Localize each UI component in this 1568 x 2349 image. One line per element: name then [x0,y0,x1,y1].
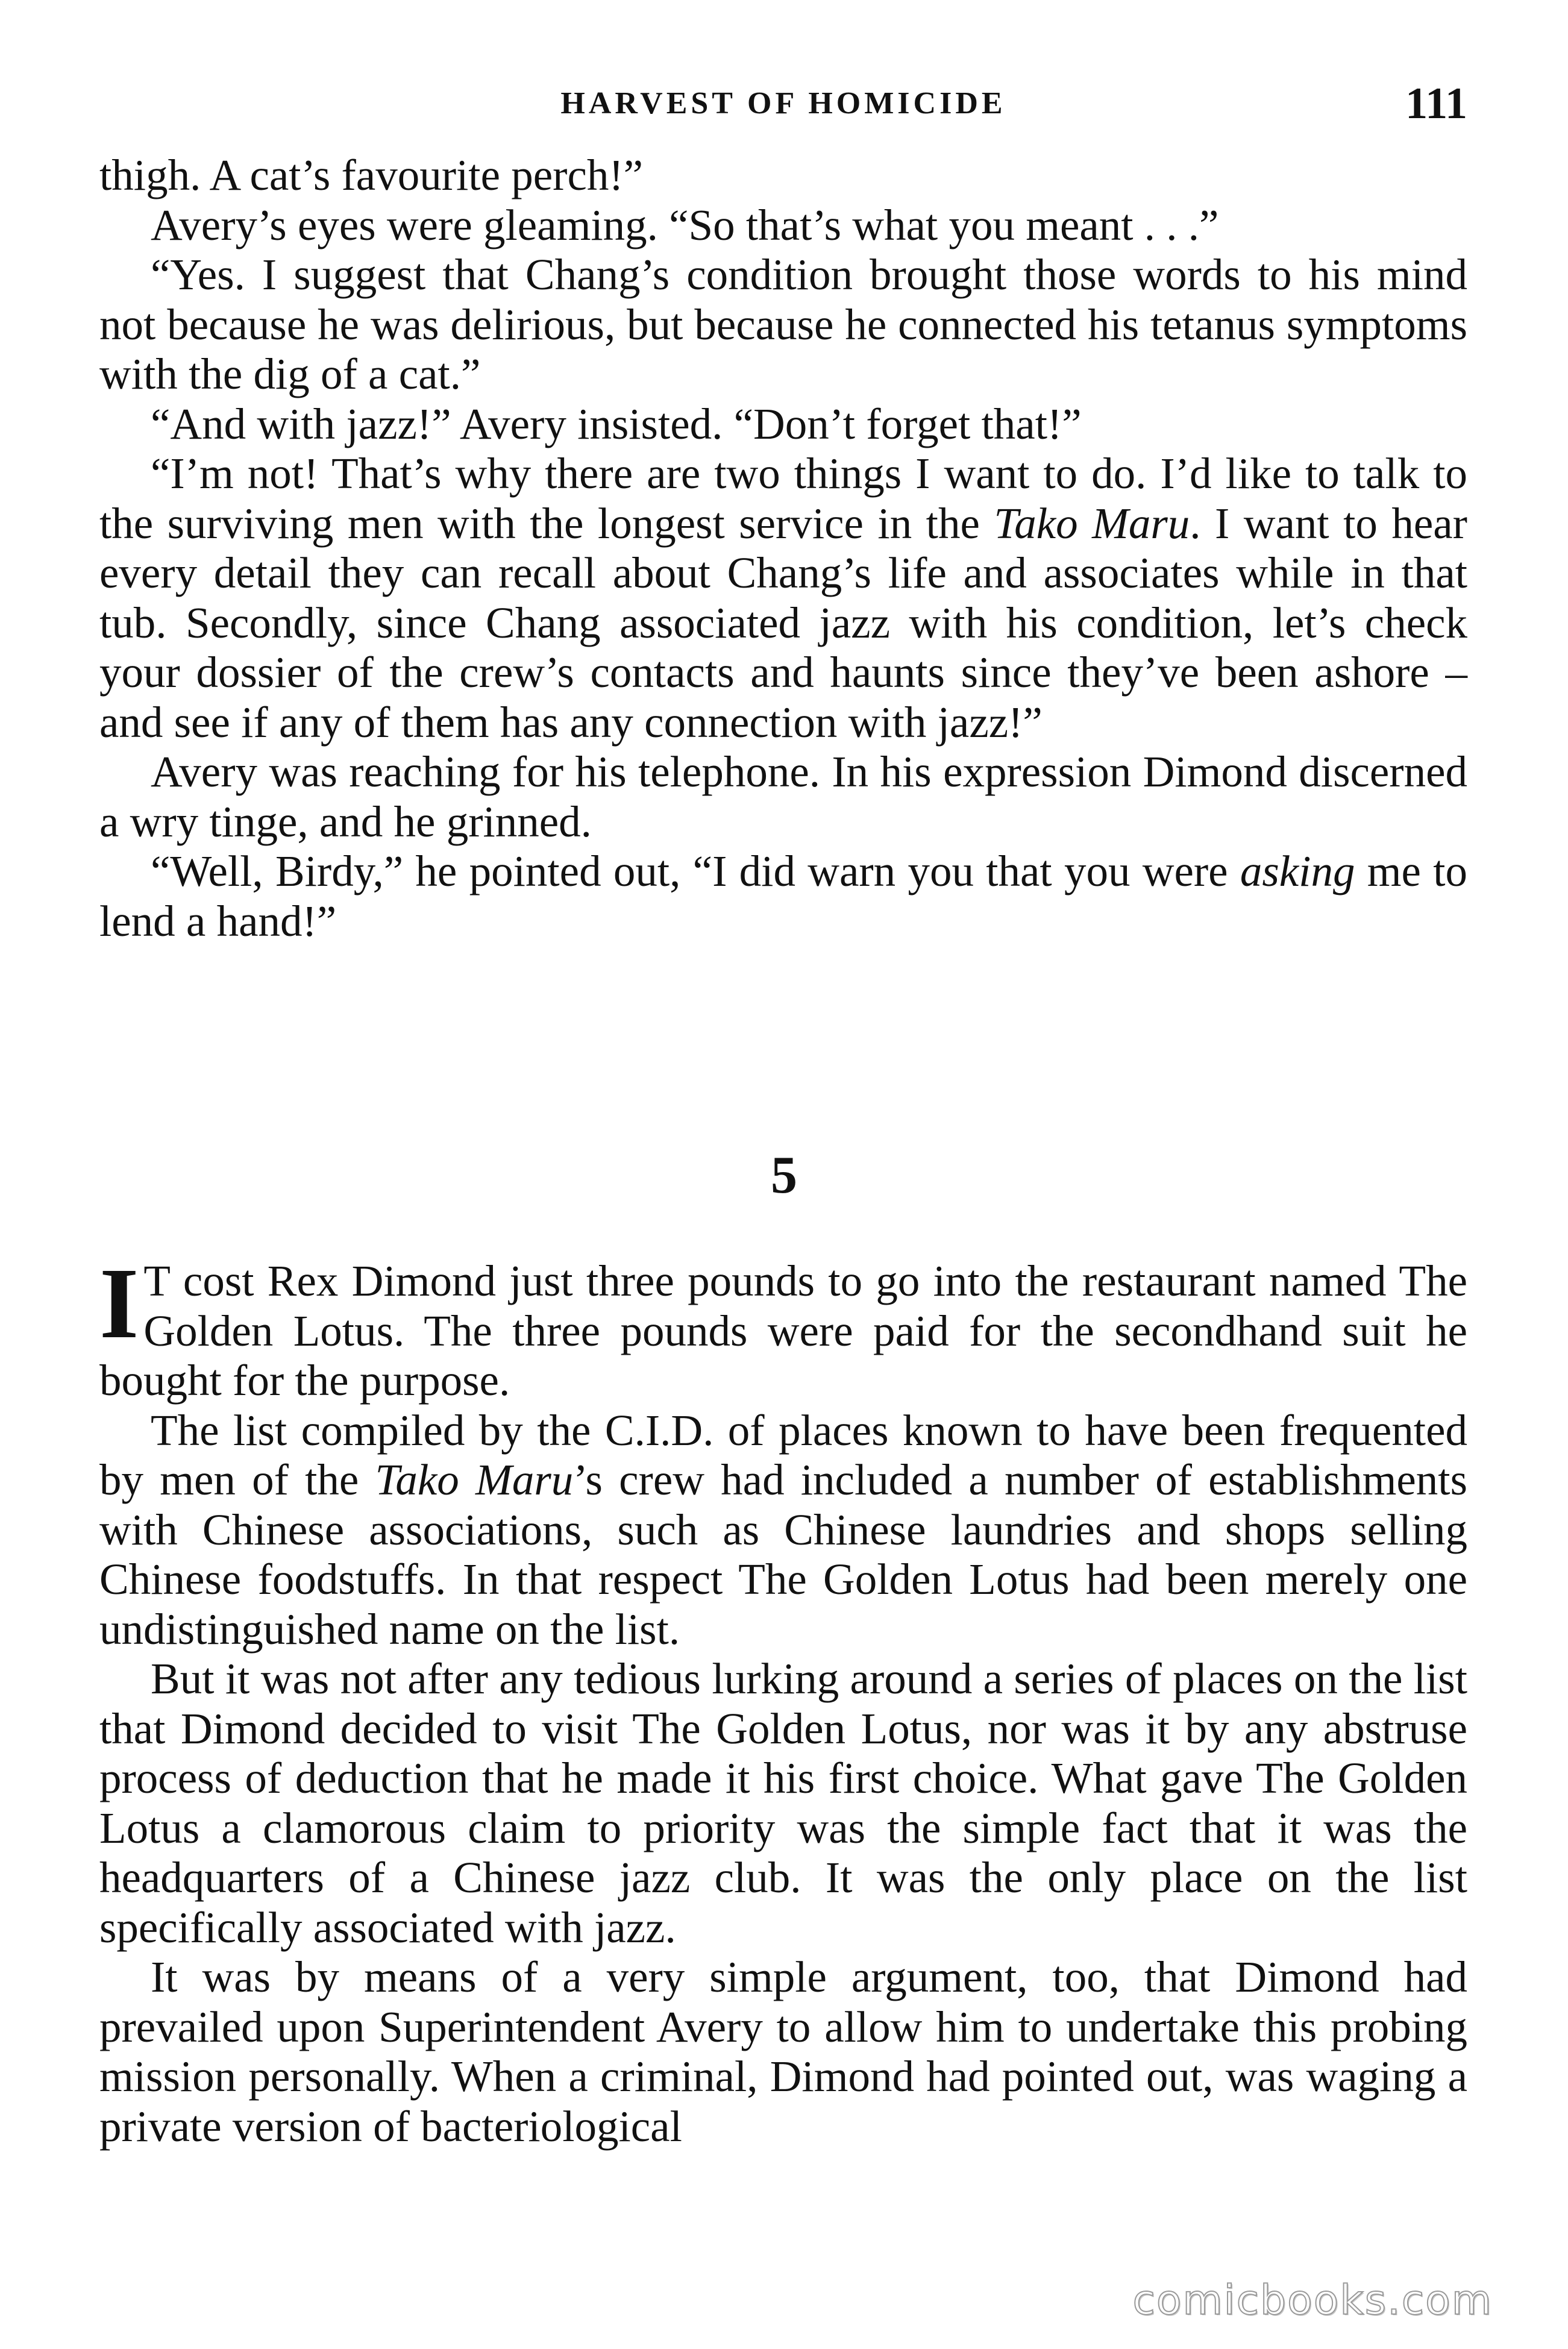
paragraph-text: T cost Rex Dimond just three pounds to go into the restaurant named The Golden Lotus. The three pounds were paid for the secondhand suit he bought for the purpose. [99,1256,1467,1405]
paragraph [99,847,1467,946]
running-title: HARVEST OF HOMICIDE [560,86,1006,121]
paragraph: Avery was reaching for his telephone. In his expression Dimond discerned a wry tinge, and he grinned. [99,747,1467,846]
drop-cap: I [99,1247,139,1360]
page-number: 111 [1405,79,1467,128]
text-block-chapter-five [99,1247,1467,2151]
ship-name: Tako Maru [994,498,1190,548]
emphasis: asking [1240,847,1355,895]
text-block-previous-chapter [99,151,1467,946]
paragraph: Avery’s eyes were gleaming. “So that’s what you meant . . .” [151,200,1219,249]
paragraph: But it was not after any tedious lurking around a series of places on the list that Dimond decided to visit The Golden Lotus, nor was it by any abstruse process of deduction that he made it his first choice. What gave The Golden Lotus a clamorous claim to priority was the simple fact that it was the headquarters of a Chinese jazz club. It was the only place on the list specifically associated with jazz. [99,1654,1467,1952]
watermark: comicbooks.com [1132,2277,1493,2324]
chapter-number: 5 [771,1146,797,1205]
paragraph-text: ’s crew had included a number of establishments with Chinese associations, such as Chinese laundries and shops selling Chinese foodstuffs. In that respect The Golden Lotus had been merely one undistinguished name on the list. [99,1455,1467,1654]
paragraph: thigh. A cat’s favourite perch!” [99,151,644,199]
page-header [99,78,1467,139]
paragraph [99,449,1467,747]
paragraph-text: “Well, Birdy,” he pointed out, “I did warn you that you were [151,847,1240,895]
paragraph: It was by means of a very simple argument, too, that Dimond had prevailed upon Superintendent Avery to allow him to undertake this probing mission personally. When a criminal, Dimond had pointed out, was waging a private version of bacteriological [99,1952,1467,2151]
paragraph-text: me to lend a hand!” [99,847,1467,946]
paragraph-text: . I want to hear every detail they can recall about Chang’s life and associates while in that tub. Secondly, since Chang associated jazz with his condition, let’s check your dossier of the crew’s contacts and haunts since they’ve been ashore – and see if any of them has any connection with jazz!” [99,498,1467,747]
opening-paragraph [99,1247,1467,1406]
paragraph-text: “I’m not! That’s why there are two things I want to do. I’d like to talk to the surviving men with the longest service in the [99,449,1467,548]
paragraph [99,1406,1467,1655]
ship-name: Tako Maru [375,1455,574,1504]
paragraph-text: The list compiled by the C.I.D. of places known to have been frequented by men of the [99,1405,1467,1504]
paragraph: “And with jazz!” Avery insisted. “Don’t forget that!” [151,399,1082,448]
paragraph: “Yes. I suggest that Chang’s condition brought those words to his mind not because he was delirious, but because he connected his tetanus symptoms with the dig of a cat.” [99,250,1467,398]
